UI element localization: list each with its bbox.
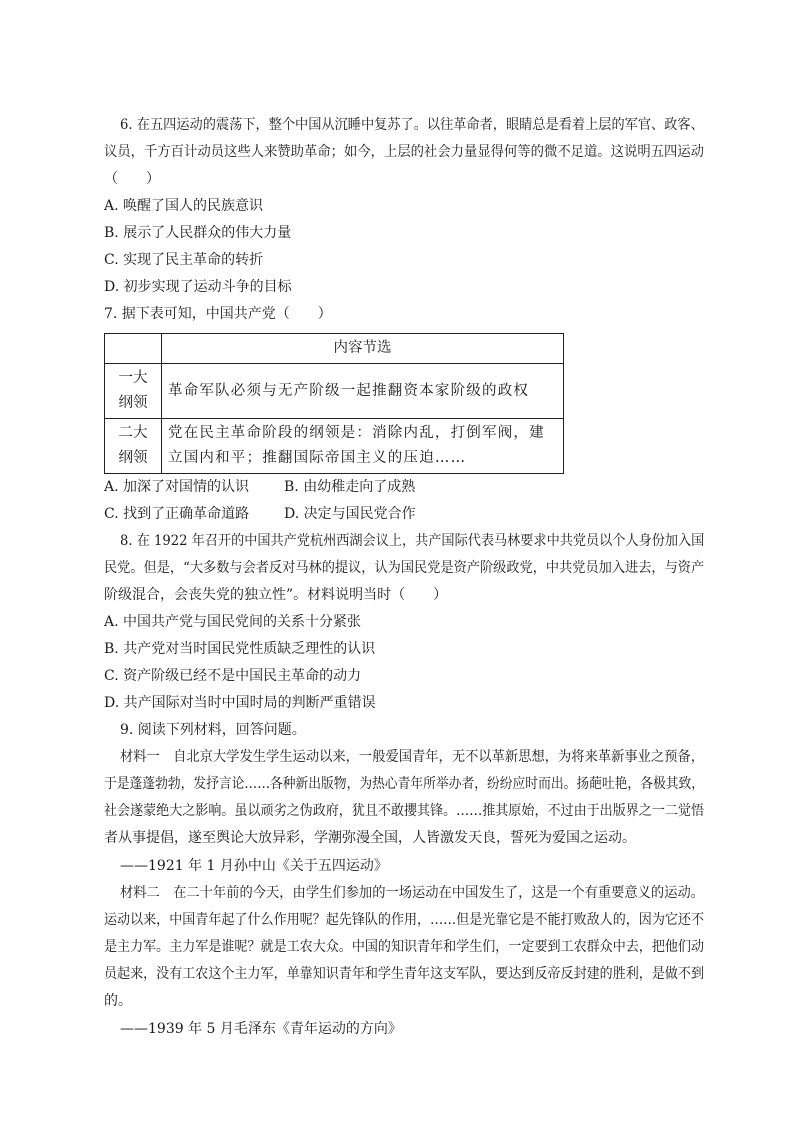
q9-material-2-line-4: 员起来，没有工农这个主力军，单靠知识青年和学生青年这支军队，要达到反帝反封建的胜利，是做不到 bbox=[104, 966, 705, 982]
q8-stem-line-3: 阶级混合，会丧失党的独立性”。材料说明当时（ ） bbox=[104, 587, 448, 603]
q9-material-2-line-2: 运动以来，中国青年起了什么作用呢？起先锋队的作用，……但是光靠它是不能打败敌人的，因为它还不 bbox=[104, 912, 705, 928]
row-label-line: 纲领 bbox=[118, 395, 148, 411]
q9-material-2-source: ——1939 年 5 月毛泽东《青年运动的方向》 bbox=[120, 1021, 402, 1037]
q9-material-1-line-3: 社会遂蒙绝大之影响。虽以顽劣之伪政府，犹且不敢攖其锋。……推其原始，不过由于出版界之一二觉悟 bbox=[104, 803, 705, 819]
q9-material-1-line-4: 者从事提倡，遂至舆论大放异彩，学潮弥漫全国，人皆激发天良，誓死为爱国之运动。 bbox=[104, 830, 636, 846]
q6-option-b[interactable]: B. 展示了人民群众的伟大力量 bbox=[104, 225, 292, 241]
table-row-label bbox=[105, 419, 162, 474]
table-row-text: 革命军队必须与无产阶级一起推翻资本家阶级的政权 bbox=[162, 364, 564, 419]
table-header-row bbox=[105, 334, 564, 364]
q8-option-a[interactable]: A. 中国共产党与国民党间的关系十分紧张 bbox=[104, 614, 362, 630]
q8-option-c[interactable]: C. 资产阶级已经不是中国民主革命的动力 bbox=[104, 668, 362, 684]
q8-option-b[interactable]: B. 共产党对当时国民党性质缺乏理性的认识 bbox=[104, 641, 376, 657]
q7-option-d[interactable]: D. 决定与国民党合作 bbox=[284, 506, 416, 522]
q8-stem-line-2: 民党。但是，“大多数与会者反对马林的提议，认为国民党是资产阶级政党，中共党员加入进去，与资产 bbox=[104, 560, 705, 576]
q9-material-2-line-1: 材料二 在二十年前的今天，由学生们参加的一场运动在中国发生了，这是一个有重要意义的运动。 bbox=[120, 885, 705, 901]
q9-stem: 9. 阅读下列材料，回答问题。 bbox=[120, 722, 306, 738]
q6-stem-line-3: （ ） bbox=[104, 171, 160, 187]
q7-option-b[interactable]: B. 由幼稚走向了成熟 bbox=[284, 479, 416, 495]
table-header-cell: 内容节选 bbox=[162, 334, 564, 364]
q9-material-1-line-1: 材料一 自北京大学发生学生运动以来，一般爱国青年，无不以革新思想，为将来革新事业之预备， bbox=[120, 749, 705, 765]
q6-option-a[interactable]: A. 唤醒了国人的民族意识 bbox=[104, 198, 264, 214]
q6-option-c[interactable]: C. 实现了民主革命的转折 bbox=[104, 252, 264, 268]
q6-stem-line-1: 6. 在五四运动的震荡下，整个中国从沉睡中复苏了。以往革命者，眼睛总是看着上层的军官、政客、 bbox=[120, 117, 704, 133]
q9-material-1-source: ——1921 年 1 月孙中山《关于五四运动》 bbox=[120, 858, 388, 874]
table-row bbox=[105, 419, 564, 474]
q8-option-d[interactable]: D. 共产国际对当时中国时局的判断严重错误 bbox=[104, 695, 376, 711]
q9-material-2-line-3: 是主力军。主力军是谁呢？就是工农大众。中国的知识青年和学生们，一定要到工农群众中去，把他们动 bbox=[104, 939, 705, 955]
q7-option-c[interactable]: C. 找到了正确革命道路 bbox=[104, 506, 250, 522]
q7-stem: 7. 据下表可知，中国共产党（ ） bbox=[104, 306, 332, 322]
row-label-line: 二大 bbox=[118, 425, 148, 441]
q9-material-1-line-2: 于是蓬蓬勃勃，发抒言论……各种新出版物，为热心青年所举办者，纷纷应时而出。扬葩吐艳，各极其致， bbox=[104, 776, 705, 792]
table-row-label bbox=[105, 364, 162, 419]
q7-program-table bbox=[104, 333, 564, 474]
q7-option-a[interactable]: A. 加深了对国情的认识 bbox=[104, 479, 250, 495]
q9-material-2-line-5: 的。 bbox=[104, 993, 132, 1009]
q6-stem-line-2: 议员，千方百计动员这些人来赞助革命；如今，上层的社会力量显得何等的微不足道。这说明五四运动 bbox=[104, 144, 705, 160]
q6-option-d[interactable]: D. 初步实现了运动斗争的目标 bbox=[104, 279, 292, 295]
q8-stem-line-1: 8. 在 1922 年召开的中国共产党杭州西湖会议上，共产国际代表马林要求中共党员以个人身份加入国 bbox=[120, 533, 705, 549]
row-label-line: 纲领 bbox=[118, 450, 148, 466]
table-corner-cell bbox=[105, 334, 162, 364]
table-row-text: 党在民主革命阶段的纲领是：消除内乱，打倒军阀，建立国内和平；推翻国际帝国主义的压迫…… bbox=[162, 419, 564, 474]
table-row bbox=[105, 364, 564, 419]
row-label-line: 一大 bbox=[118, 370, 148, 386]
